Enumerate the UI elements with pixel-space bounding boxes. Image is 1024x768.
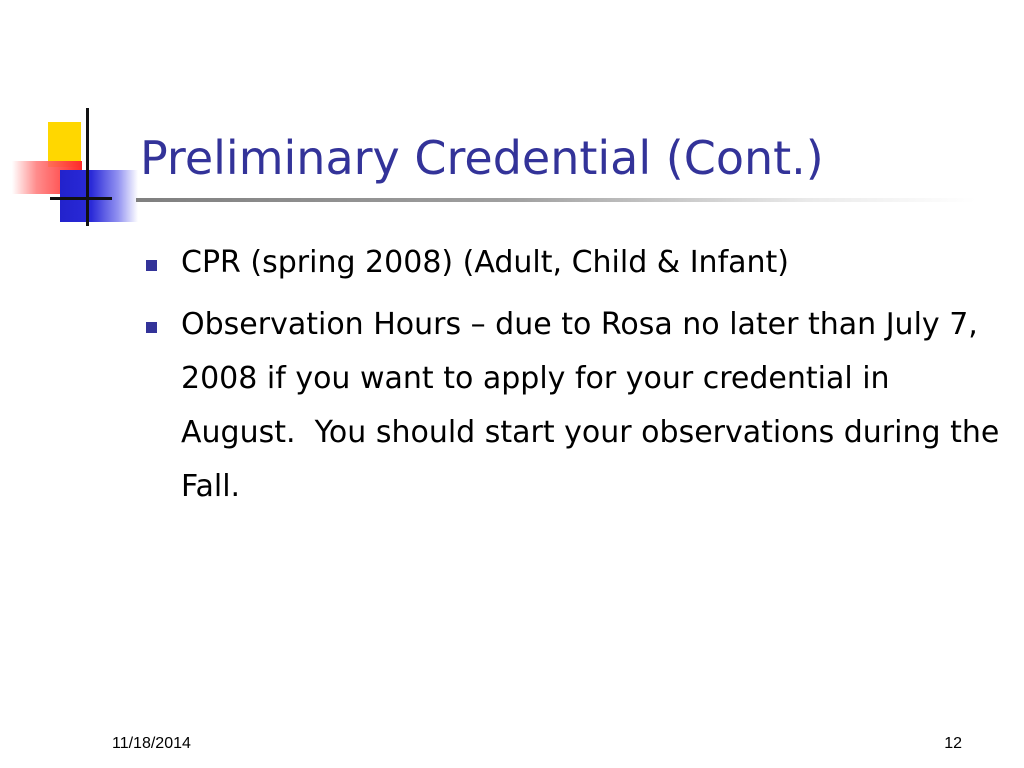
slide-corner-logo-icon: [0, 100, 140, 230]
bullet-text: CPR (spring 2008) (Adult, Child & Infant): [181, 245, 789, 280]
footer-page-number: 12: [944, 735, 962, 752]
logo-horizontal-line: [50, 197, 112, 200]
bullet-item: [146, 298, 1011, 514]
slide-title: Preliminary Credential (Cont.): [140, 131, 824, 185]
square-bullet-icon: [146, 322, 157, 333]
square-bullet-icon: [146, 260, 157, 271]
bullet-list: [146, 236, 1009, 522]
bullet-item: [146, 236, 875, 290]
footer-date: 11/18/2014: [112, 735, 191, 752]
title-underline: [136, 198, 976, 202]
logo-blue-square: [60, 170, 138, 222]
logo-vertical-line: [86, 108, 89, 226]
bullet-text: Observation Hours – due to Rosa no later than July 7, 2008 if you want to apply for your credential in August. You should start your observations during the Fall.: [181, 307, 1009, 504]
